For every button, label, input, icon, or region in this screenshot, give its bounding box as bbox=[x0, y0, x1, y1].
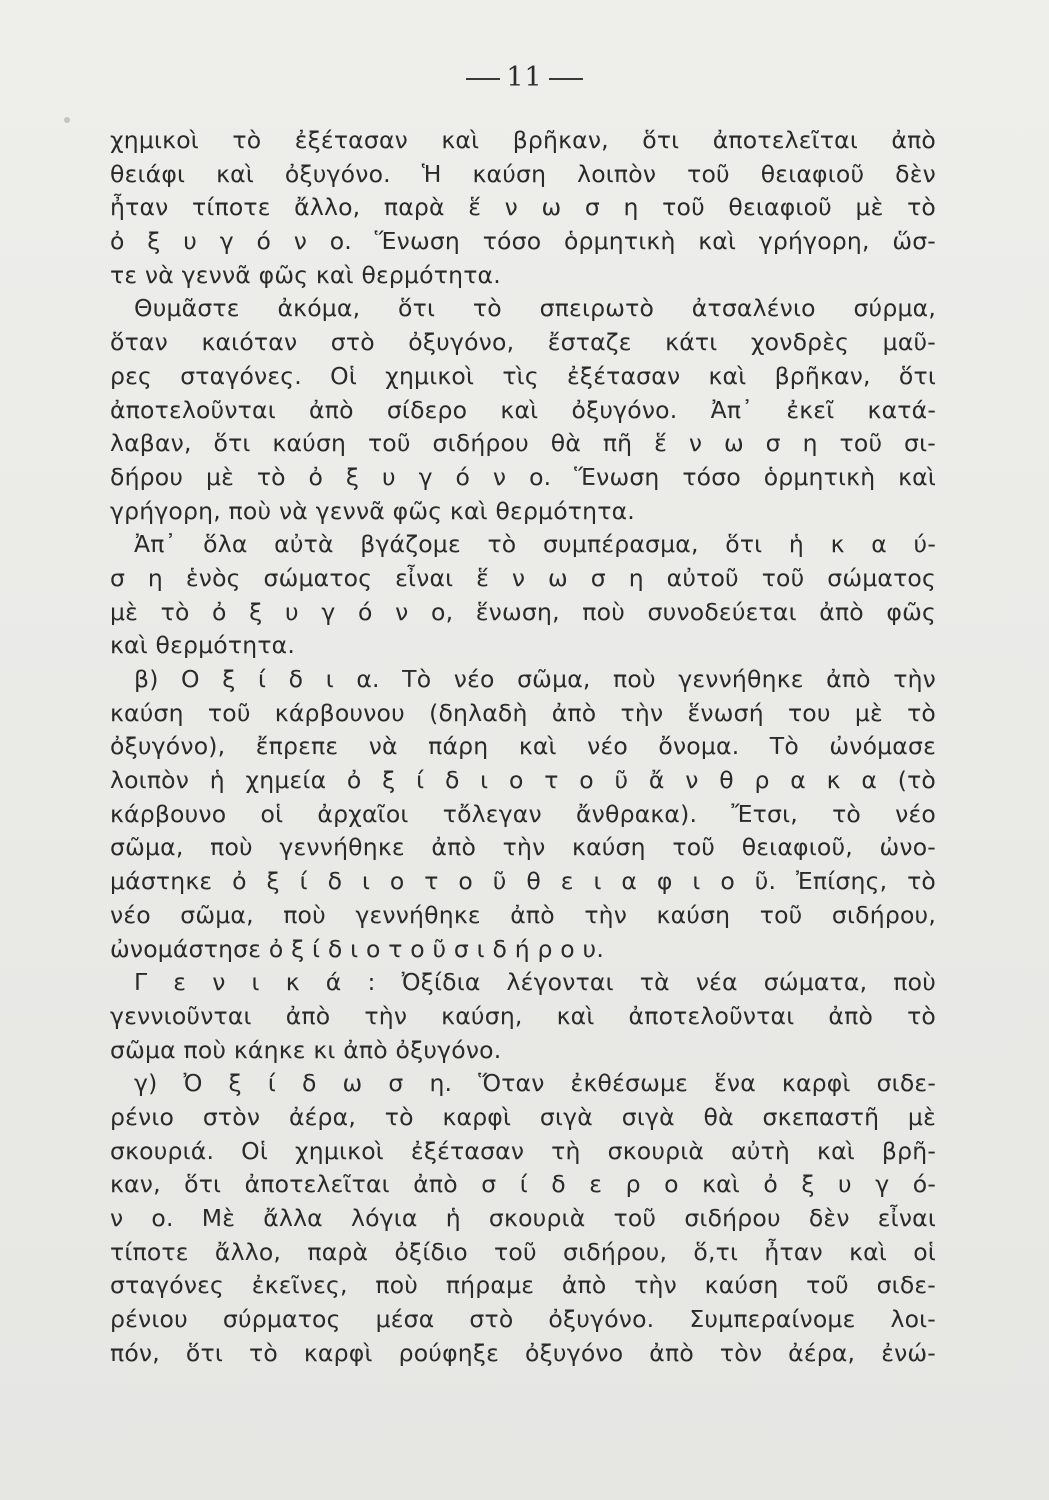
text-line: τε νὰ γεννᾶ φῶς καὶ θερμότητα. bbox=[110, 260, 501, 289]
text-line: καύση τοῦ κάρβουνου (δηλαδὴ ἀπὸ τὴν ἕνωσή του μὲ τὸ bbox=[110, 698, 936, 727]
text-line: μὲ τὸ ὀ ξ υ γ ό ν ο, ἕνωση, ποὺ συνοδεύεται ἀπὸ φῶς bbox=[110, 597, 936, 626]
text-line: σῶμα ποὺ κάηκε κι ἀπὸ ὀξυγόνο. bbox=[110, 1035, 502, 1064]
text-line: Θυμᾶστε ἀκόμα, ὅτι τὸ σπειρωτὸ ἀτσαλένιο σύρμα, bbox=[134, 294, 936, 323]
text-line: λοιπὸν ἡ χημεία ὀ ξ ί δ ι ο τ ο ῦ ἄ ν θ ρ α κ α (τὸ bbox=[110, 766, 936, 795]
scan-speck bbox=[64, 117, 70, 123]
text-line: λαβαν, ὅτι καύση τοῦ σιδήρου θὰ πῆ ἕ ν ω σ η τοῦ σι- bbox=[110, 429, 936, 458]
text-line: Γ ε ν ι κ ά : Ὀξίδια λέγονται τὰ νέα σώματα, ποὺ bbox=[134, 968, 936, 997]
text-line: ὠνομάστησε ὀ ξ ί δ ι ο τ ο ῦ σ ι δ ή ρ ο υ. bbox=[110, 934, 605, 963]
page-number: 11 bbox=[506, 62, 543, 93]
text-line: ὀξυγόνο), ἔπρεπε νὰ πάρη καὶ νέο ὄνομα. Τὸ ὠνόμασε bbox=[110, 732, 936, 761]
text-line: τίποτε ἄλλο, παρὰ ὀξίδιο τοῦ σιδήρου, ὅ,τι ἦταν καὶ οἱ bbox=[110, 1237, 936, 1266]
right-dash bbox=[549, 78, 583, 80]
text-line: ρες σταγόνες. Οἱ χημικοὶ τὶς ἐξέτασαν καὶ βρῆκαν, ὅτι bbox=[110, 361, 936, 390]
text-line: σκουριά. Οἱ χημικοὶ ἐξέτασαν τὴ σκουριὰ αὐτὴ καὶ βρῆ- bbox=[110, 1136, 936, 1165]
text-line: σῶμα, ποὺ γεννήθηκε ἀπὸ τὴν καύση τοῦ θειαφιοῦ, ὠνο- bbox=[110, 833, 936, 862]
text-line: ὅταν καιόταν στὸ ὀξυγόνο, ἔσταζε κάτι χονδρὲς μαῦ- bbox=[110, 328, 936, 357]
text-line: ν ο. Μὲ ἄλλα λόγια ἡ σκουριὰ τοῦ σιδήρου δὲν εἶναι bbox=[110, 1204, 936, 1232]
text-line: σ η ἑνὸς σώματος εἶναι ἕ ν ω σ η αὐτοῦ τοῦ σώματος bbox=[110, 563, 936, 592]
text-line: χημικοὶ τὸ ἐξέτασαν καὶ βρῆκαν, ὅτι ἀποτελεῖται ἀπὸ bbox=[110, 126, 936, 154]
text-line: σταγόνες ἐκεῖνες, ποὺ πήραμε ἀπὸ τὴν καύση τοῦ σιδε- bbox=[110, 1271, 936, 1300]
page-header bbox=[0, 62, 1049, 93]
text-line: κάρβουνο οἱ ἀρχαῖοι τὄλεγαν ἄνθρακα). Ἔτσι, τὸ νέο bbox=[110, 799, 936, 828]
text-line: γρήγορη, ποὺ νὰ γεννᾶ φῶς καὶ θερμότητα. bbox=[110, 496, 635, 525]
text-line: ἀποτελοῦνται ἀπὸ σίδερο καὶ ὀξυγόνο. Ἀπ᾽ ἐκεῖ κατά- bbox=[110, 395, 936, 424]
text-line: β) Ο ξ ί δ ι α. Τὸ νέο σῶμα, ποὺ γεννήθηκε ἀπὸ τὴν bbox=[134, 665, 936, 693]
text-line: μάστηκε ὀ ξ ί δ ι ο τ ο ῦ θ ε ι α φ ι ο ῦ. Ἐπίσης, τὸ bbox=[110, 867, 936, 896]
text-line: γ) Ὀ ξ ί δ ω σ η. Ὅταν ἐκθέσωμε ἕνα καρφὶ σιδε- bbox=[134, 1069, 936, 1098]
text-line: γεννιοῦνται ἀπὸ τὴν καύση, καὶ ἀποτελοῦνται ἀπὸ τὸ bbox=[110, 1001, 936, 1030]
left-dash bbox=[466, 78, 500, 80]
text-line: θειάφι καὶ ὀξυγόνο. Ἡ καύση λοιπὸν τοῦ θειαφιοῦ δὲν bbox=[110, 159, 936, 188]
body-text bbox=[110, 124, 936, 1370]
text-line: ρένιου σύρματος μέσα στὸ ὀξυγόνο. Συμπεραίνομε λοι- bbox=[110, 1305, 936, 1334]
text-line: καν, ὅτι ἀποτελεῖται ἀπὸ σ ί δ ε ρ ο καὶ ὀ ξ υ γ ό- bbox=[110, 1170, 936, 1199]
text-line: δήρου μὲ τὸ ὀ ξ υ γ ό ν ο. Ἕνωση τόσο ὁρμητικὴ καὶ bbox=[110, 462, 936, 491]
text-line: Ἀπ᾽ ὅλα αὐτὰ βγάζομε τὸ συμπέρασμα, ὅτι ἡ κ α ύ- bbox=[134, 530, 936, 559]
text-line: πόν, ὅτι τὸ καρφὶ ρούφηξε ὀξυγόνο ἀπὸ τὸν ἀέρα, ἐνώ- bbox=[110, 1338, 936, 1367]
text-line: καὶ θερμότητα. bbox=[110, 631, 296, 660]
text-line: ὀ ξ υ γ ό ν ο. Ἕνωση τόσο ὁρμητικὴ καὶ γρήγορη, ὥσ- bbox=[110, 227, 936, 256]
text-line: ἦταν τίποτε ἄλλο, παρὰ ἕ ν ω σ η τοῦ θειαφιοῦ μὲ τὸ bbox=[110, 193, 936, 222]
text-line: ρένιο στὸν ἀέρα, τὸ καρφὶ σιγὰ σιγὰ θὰ σκεπαστῆ μὲ bbox=[110, 1102, 936, 1131]
text-line: νέο σῶμα, ποὺ γεννήθηκε ἀπὸ τὴν καύση τοῦ σιδήρου, bbox=[110, 900, 936, 929]
